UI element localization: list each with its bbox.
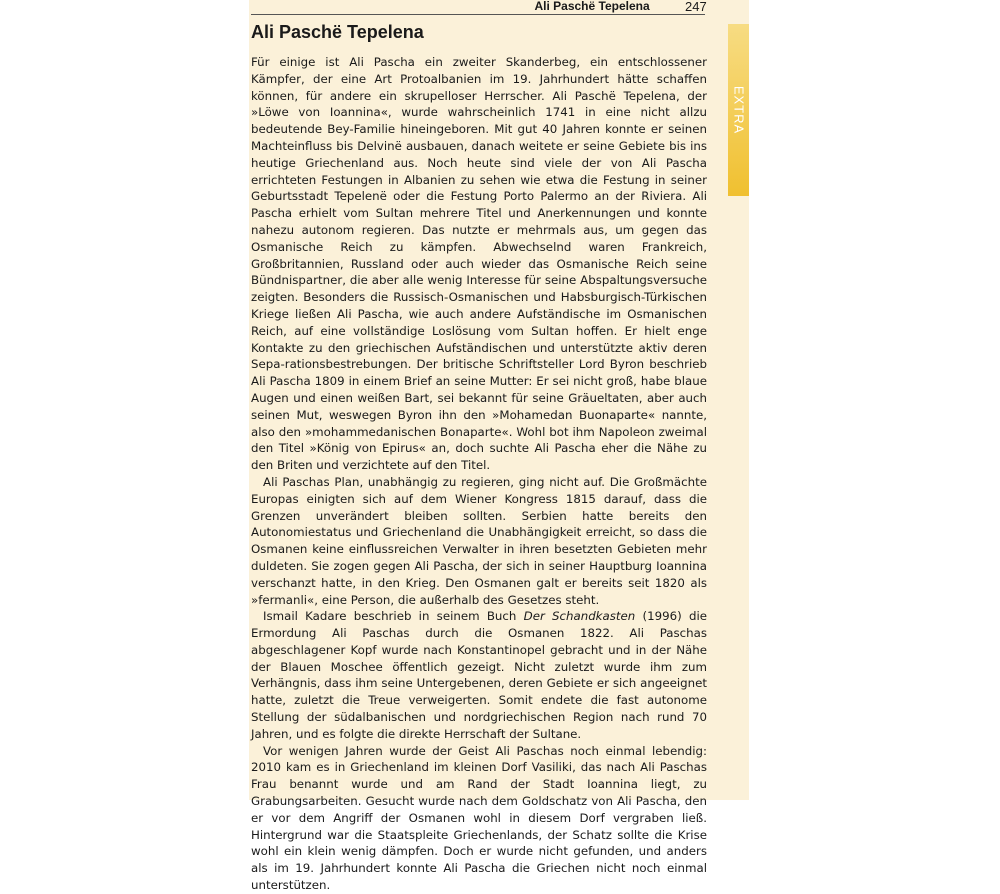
extra-side-tab [728,24,749,196]
extra-tab-label: EXTRA [731,85,746,135]
paragraph-2: Ali Paschas Plan, unabhängig zu regieren, ging nicht auf. Die Großmächte Europas einigten sich auf dem Wiener Kongress 1815 darauf, dass die Grenzen unverändert bleiben sollten. Serbien hatte bereits den Autonomiestatus und Griechenland die Unabhängigkeit erreicht, so dass die Osmanen keine einflussreichen Verwalter in ihren besetzten Gebieten mehr duldeten. Sie zogen gegen Ali Pascha, der sich in seiner Hauptburg Ioannina verschanzt hatte, in den Krieg. Den Osmanen galt er bereits seit 1820 als »fermanli«, eine Person, die außerhalb des Gesetzes steht. [251,474,707,607]
paragraph-1: Für einige ist Ali Pascha ein zweiter Skanderbeg, ein entschlossener Kämpfer, der eine Art Protoalbanien im 19. Jahrhundert hätte schaffen können, für andere ein skrupelloser Herrscher. Ali Paschë Tepelena, der »Löwe von Ioannina«, wurde wahrscheinlich 1741 in eine nicht allzu bedeutende Bey-Familie hineingeboren. Mit gut 40 Jahren konnte er seinen Machteinfluss bis Delvinë ausbauen, danach weitete er seine Gebiete bis ins heutige Griechenland aus. Noch heute sind viele der von Ali Pascha errichteten Festungen in Albanien zu sehen wie etwa die Festung in seiner Geburtsstadt Tepelenë oder die Festung Porto Palermo an der Riviera. Ali Pascha erhielt vom Sultan mehrere Titel und Anerkennungen und konnte nahezu autonom regieren. Das nutzte er mehrmals aus, um gegen das Osmanische Reich zu kämpfen. Abwechselnd waren Frankreich, Großbritannien, Russland oder auch wieder das Osmanische Reich seine Bündnispartner, die aber alle wenig Interesse für seine Abspaltungsversuche zeigten. Besonders die Russisch-Osmanischen und Habsburgisch-Türkischen Kriege ließen Ali Pascha, wie auch andere Aufständische im Osmanischen Reich, auf eine vollständige Loslösung vom Sultan hoffen. Er hielt enge Kontakte zu den griechischen Aufständischen und unterstützte aktiv deren Sepa-rationsbestrebungen. Der britische Schriftsteller Lord Byron beschrieb Ali Pascha 1809 in einem Brief an seine Mutter: Er sei nicht groß, habe blaue Augen und einen weißen Bart, sei bekannt für seine Gräueltaten, aber auch seinen Mut, weswegen Byron ihn den »Mohamedan Buonaparte« nannte, also den »mohammedanischen Bonaparte«. Wohl bot ihm Napoleon zweimal den Titel »König von Epirus« an, doch suchte Ali Pascha eher die Nähe zu den Briten und verzichtete auf den Titel. [251,55,707,473]
paragraph-3-rest: (1996) die Ermordung Ali Paschas durch die Osmanen 1822. Ali Paschas abgeschlagener Kopf wurde nach Konstantinopel gebracht und in der Nähe der Blauen Moschee öffentlich gezeigt. Nicht zuletzt wurde ihm zum Verhängnis, dass ihm seine Untergebenen, deren Gebiete er sich angeeignet hatte, zuletzt die Treue verweigerten. Somit endete die fast autonome Stellung der südalbanischen und nordgriechischen Region nach rund 70 Jahren, und es folgte die direkte Herrschaft der Sultane. [251,609,707,741]
running-header [251,0,705,15]
paragraph-3-start: Ismail Kadare beschrieb in seinem Buch [263,609,524,624]
book-page [249,0,749,893]
paragraph-4: Vor wenigen Jahren wurde der Geist Ali Paschas noch einmal lebendig: 2010 kam es in Griechenland im kleinen Dorf Vasiliki, das nach Ali Paschas Frau benannt wurde und am Rand der Stadt Ioannina liegt, zu Grabungsarbeiten. Gesucht wurde nach dem Goldschatz von Ali Pascha, den er vor dem Angriff der Osmanen wohl in diesem Dorf vergraben ließ. Hintergrund war die Staatspleite Griechenlands, der Schatz sollte die Krise wohl ein klein wenig dämpfen. Doch er wurde nicht gefunden, und anders als im 19. Jahrhundert konnte Ali Pascha die Griechen nicht noch einmal unterstützen. [251,743,707,893]
article-title: Ali Paschë Tepelena [251,22,424,42]
article-body [251,54,707,894]
page-number: 247 [685,0,707,14]
running-header-title: Ali Paschë Tepelena [534,0,650,13]
paragraph-3 [251,608,707,742]
book-title: Der Schandkasten [523,609,636,624]
